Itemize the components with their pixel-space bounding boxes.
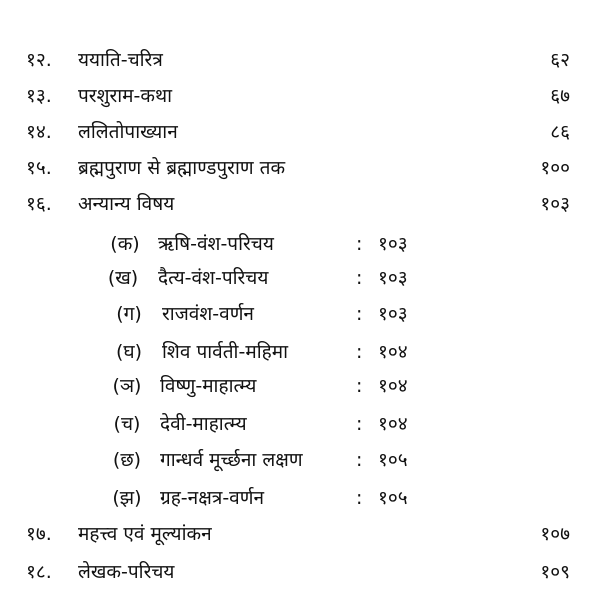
entry-page: १०० bbox=[540, 157, 570, 179]
sub-entry-page: १०४ bbox=[378, 413, 408, 435]
entry-number: १४. bbox=[26, 121, 52, 143]
sub-entry-page: १०४ bbox=[378, 375, 408, 397]
entry-page: १०९ bbox=[540, 561, 570, 583]
entry-title: लेखक-परिचय bbox=[78, 561, 175, 583]
sub-entry-colon: : bbox=[356, 487, 363, 509]
entry-number: १८. bbox=[26, 561, 52, 583]
sub-entry-colon: : bbox=[356, 341, 363, 363]
sub-entry-colon: : bbox=[356, 233, 363, 255]
entry-title: परशुराम-कथा bbox=[78, 85, 173, 107]
sub-entry-mark: (ग) bbox=[116, 303, 142, 325]
sub-entry-mark: (च) bbox=[113, 413, 141, 435]
toc-entry bbox=[0, 80, 600, 112]
sub-entry-page: १०५ bbox=[378, 449, 408, 471]
sub-entry-title: ऋषि-वंश-परिचय bbox=[158, 233, 274, 255]
sub-entry-page: १०३ bbox=[378, 233, 408, 255]
entry-page: ८६ bbox=[550, 121, 570, 143]
sub-entry-page: १०४ bbox=[378, 341, 408, 363]
sub-entry-mark: (छ) bbox=[112, 449, 142, 471]
sub-entry-mark: (ख) bbox=[107, 267, 139, 289]
sub-entry-page: १०५ bbox=[378, 487, 408, 509]
sub-entry-colon: : bbox=[356, 449, 363, 471]
sub-entry-mark: (क) bbox=[110, 233, 140, 255]
sub-entry-title: शिव पार्वती-महिमा bbox=[162, 341, 288, 363]
entry-title: अन्यान्य विषय bbox=[78, 193, 175, 215]
toc-sub-entry bbox=[0, 444, 600, 476]
sub-entry-title: विष्णु-माहात्म्य bbox=[160, 375, 257, 397]
sub-entry-title: गान्धर्व मूर्च्छना लक्षण bbox=[160, 449, 303, 471]
entry-page: ६२ bbox=[550, 49, 570, 71]
entry-title: ललितोपाख्यान bbox=[78, 121, 178, 143]
entry-number: १७. bbox=[26, 523, 52, 545]
sub-entry-colon: : bbox=[356, 267, 363, 289]
sub-entry-colon: : bbox=[356, 413, 363, 435]
entry-title: ययाति-चरित्र bbox=[78, 49, 163, 71]
toc-entry bbox=[0, 556, 600, 588]
toc-entry bbox=[0, 518, 600, 550]
toc-sub-entry bbox=[0, 298, 600, 330]
toc-entry bbox=[0, 188, 600, 220]
sub-entry-mark: (झ) bbox=[112, 487, 142, 509]
sub-entry-colon: : bbox=[356, 303, 363, 325]
sub-entry-title: राजवंश-वर्णन bbox=[162, 303, 254, 325]
toc-sub-entry bbox=[0, 408, 600, 440]
entry-page: १०३ bbox=[540, 193, 570, 215]
toc-entry bbox=[0, 152, 600, 184]
sub-entry-colon: : bbox=[356, 375, 363, 397]
sub-entry-title: दैत्य-वंश-परिचय bbox=[158, 267, 269, 289]
toc-sub-entry bbox=[0, 482, 600, 514]
entry-number: १५. bbox=[26, 157, 52, 179]
sub-entry-mark: (घ) bbox=[115, 341, 143, 363]
toc-sub-entry bbox=[0, 262, 600, 294]
entry-page: ६७ bbox=[550, 85, 570, 107]
entry-number: १३. bbox=[26, 85, 52, 107]
toc-sub-entry bbox=[0, 336, 600, 368]
sub-entry-title: ग्रह-नक्षत्र-वर्णन bbox=[160, 487, 265, 509]
sub-entry-page: १०३ bbox=[378, 267, 408, 289]
entry-title: महत्त्व एवं मूल्यांकन bbox=[78, 523, 212, 545]
entry-number: १२. bbox=[26, 49, 52, 71]
toc-sub-entry bbox=[0, 370, 600, 402]
toc-entry bbox=[0, 116, 600, 148]
entry-number: १६. bbox=[26, 193, 52, 215]
toc-sub-entry bbox=[0, 228, 600, 260]
entry-page: १०७ bbox=[540, 523, 570, 545]
sub-entry-title: देवी-माहात्म्य bbox=[160, 413, 247, 435]
toc-entry bbox=[0, 44, 600, 76]
sub-entry-mark: (ञ) bbox=[112, 375, 142, 397]
sub-entry-page: १०३ bbox=[378, 303, 408, 325]
entry-title: ब्रह्मपुराण से ब्रह्माण्डपुराण तक bbox=[78, 157, 286, 179]
